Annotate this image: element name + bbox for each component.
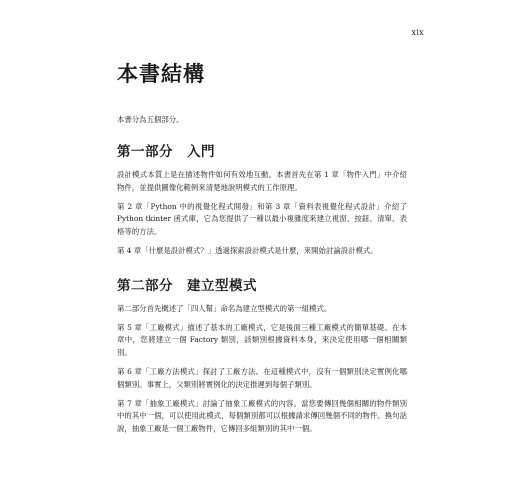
paragraph: 第 6 章「工廠方法模式」探討了工廠方法。在這種模式中，沒有一個類別決定實例化哪個類別。事實上，父類別將實例化的決定推遲到每個子類別。 [117, 366, 407, 389]
part-one-section [117, 143, 407, 258]
paragraph: 第 4 章「什麼是設計模式？」透過探索設計模式是什麼，來開始討論設計模式。 [117, 245, 378, 255]
page-content [117, 60, 407, 436]
paragraph: 第 2 章「Python 中的視覺化程式開發」和第 3 章「資料表視覺化程式設計」介紹了 Python tkinter 函式庫，它為您提供了一種以最小複雜度來建立視窗、按鈕、清單、表格等的方法。 [117, 201, 407, 237]
part-one-title: 入門 [187, 144, 215, 160]
paragraph: 第 7 章「抽象工廠模式」討論了抽象工廠模式的內容。當您要傳回幾個相關的物件類別中的其中一個，可以使用此模式，每個類別都可以根據請求傳回幾個不同的物件。換句話說，抽象工廠是一個工廠物件，它傳回多組類別的其中一個。 [117, 398, 407, 434]
part-one-body [117, 169, 407, 258]
part-two-heading [117, 277, 407, 295]
page-number: xix [411, 28, 424, 37]
paragraph: 第二部分首先概述了「四人幫」命名為建立型模式的第一組模式。 [117, 303, 332, 313]
chapter-title: 本書結構 [117, 62, 205, 86]
paragraph: 設計模式本質上是在描述物件如何有效地互動。本書首先在第 1 章「物件入門」中介紹物件，並提供圖像化範例來清楚地說明模式的工作原理。 [117, 170, 407, 192]
part-one-label: 第一部分 [117, 144, 173, 160]
part-two-label: 第二部分 [117, 277, 173, 294]
part-two-title: 建立型模式 [187, 277, 257, 294]
part-two-body [117, 303, 407, 436]
part-two-section [117, 277, 407, 436]
part-one-heading [117, 143, 407, 161]
paragraph: 第 5 章「工廠模式」描述了基本的工廠模式，它是後面三種工廠模式的簡單基礎。在本章中，您將建立一個 Factory 類別，該類別根據資料本身，來決定使用哪一個相關類別。 [117, 322, 407, 358]
chapter-intro: 本書分為五個部分。 [117, 115, 184, 124]
